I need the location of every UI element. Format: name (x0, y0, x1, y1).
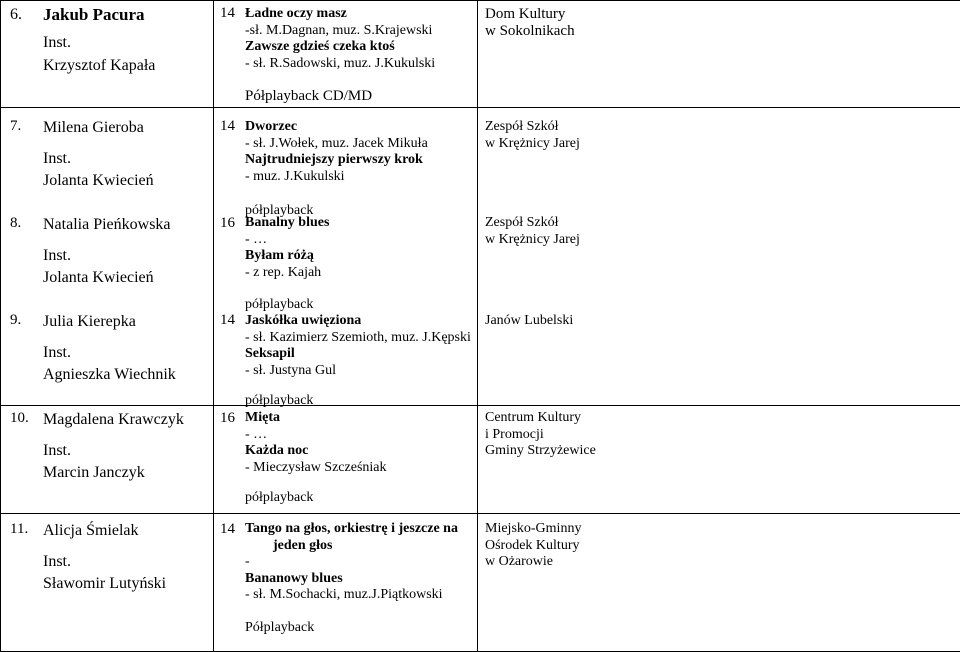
institution-line: Zespół Szkół (485, 215, 559, 230)
duration: 14 (220, 118, 235, 134)
instructor-name: Krzysztof Kapała (43, 57, 156, 74)
repertoire (245, 119, 428, 220)
participant (43, 312, 176, 384)
instructor-name: Agnieszka Wiechnik (43, 366, 176, 383)
institution-line: Zespół Szkół (485, 119, 559, 134)
repertoire (245, 313, 471, 410)
playback-type: półplayback (245, 490, 314, 505)
duration: 14 (220, 312, 235, 328)
institution-line: Janów Lubelski (485, 313, 574, 328)
institution-line: w Sokolnikach (485, 23, 575, 39)
participant-name: Jakub Pacura (43, 5, 145, 24)
song-title: Banalny blues (245, 215, 330, 230)
instructor-label: Inst. (43, 553, 71, 570)
song-title: Bananowy blues (245, 570, 343, 586)
duration: 14 (220, 5, 235, 21)
playback-type: Półplayback CD/MD (245, 88, 373, 104)
column-divider (477, 1, 478, 652)
repertoire (245, 6, 435, 105)
institution (485, 6, 657, 40)
playback-type: półplayback (245, 203, 314, 218)
song-title: Tango na głos, orkiestrę i jeszcze na (245, 521, 458, 536)
song-title: Byłam różą (245, 248, 314, 263)
song-title: Każda noc (245, 443, 309, 458)
institution (485, 410, 657, 460)
institution-line: i Promocji (485, 426, 544, 442)
repertoire (245, 215, 329, 314)
duration: 14 (220, 521, 235, 537)
instructor-label: Inst. (43, 34, 71, 51)
row-divider (1, 513, 960, 514)
participant-name: Milena Gieroba (43, 119, 144, 136)
instructor-name: Jolanta Kwiecień (43, 172, 154, 189)
participant (43, 118, 154, 190)
institution-line: w Krężnicy Jarej (485, 135, 580, 151)
song-author: - Mieczysław Szcześniak (245, 459, 387, 475)
instructor-name: Jolanta Kwiecień (43, 269, 154, 286)
participant (43, 410, 184, 482)
row-number: 8. (10, 215, 22, 231)
institution (485, 215, 657, 248)
instructor-label: Inst. (43, 442, 71, 459)
institution (485, 119, 657, 152)
participant (43, 215, 171, 287)
row-number: 11. (10, 521, 29, 537)
repertoire (245, 410, 387, 507)
row-number: 9. (10, 312, 22, 328)
instructor-label: Inst. (43, 150, 71, 167)
song-author: - … (245, 426, 268, 442)
song-title-continued: jeden głos (273, 537, 333, 553)
institution-line: w Ożarowie (485, 554, 554, 569)
song-author: - z rep. Kajah (245, 264, 322, 280)
row-divider (1, 405, 960, 406)
song-title: Dworzec (245, 119, 298, 134)
institution-line: Miejsko-Gminny (485, 521, 582, 536)
column-divider (213, 1, 214, 652)
song-title: Zawsze gdzieś czeka ktoś (245, 39, 395, 54)
institution (485, 521, 657, 571)
participant-name: Julia Kierepka (43, 313, 136, 330)
participant-name: Alicja Śmielak (43, 522, 139, 539)
song-author: - sł. Justyna Gul (245, 362, 336, 378)
instructor-label: Inst. (43, 344, 71, 361)
institution-line: Gminy Strzyżewice (485, 443, 596, 458)
institution-line: Ośrodek Kultury (485, 537, 580, 553)
row-number: 6. (10, 6, 22, 23)
instructor-name: Marcin Janczyk (43, 464, 145, 481)
row-divider (1, 107, 960, 108)
song-author: - (245, 554, 250, 569)
participant (43, 5, 155, 75)
repertoire (245, 521, 458, 636)
song-title: Najtrudniejszy pierwszy krok (245, 152, 423, 167)
playback-type: Półplayback (245, 619, 315, 635)
institution (485, 313, 657, 330)
instructor-label: Inst. (43, 247, 71, 264)
playback-type: półplayback (245, 297, 314, 312)
institution-line: w Krężnicy Jarej (485, 231, 580, 247)
song-author: - sł. Kazimierz Szemioth, muz. J.Kępski (245, 329, 471, 345)
duration: 16 (220, 410, 235, 426)
song-title: Seksapil (245, 346, 295, 361)
participant-name: Natalia Pieńkowska (43, 216, 171, 233)
song-author: - sł. R.Sadowski, muz. J.Kukulski (245, 55, 436, 71)
participant-name: Magdalena Krawczyk (43, 411, 184, 428)
song-author: - sł. M.Sochacki, muz.J.Piątkowski (245, 587, 443, 602)
institution-line: Centrum Kultury (485, 410, 582, 425)
participant (43, 521, 166, 593)
row-number: 7. (10, 118, 22, 134)
playback-type: półplayback (245, 393, 314, 408)
song-author: - muz. J.Kukulski (245, 168, 345, 184)
song-title: Jaskółka uwięziona (245, 313, 362, 328)
duration: 16 (220, 215, 235, 231)
institution-line: Dom Kultury (485, 6, 566, 22)
song-title: Ładne oczy masz (245, 6, 347, 21)
song-author: - … (245, 231, 268, 247)
song-title: Mięta (245, 410, 280, 425)
song-author: - sł. J.Wołek, muz. Jacek Mikuła (245, 135, 428, 151)
row-number: 10. (10, 410, 29, 426)
instructor-name: Sławomir Lutyński (43, 575, 167, 592)
song-author: -sł. M.Dagnan, muz. S.Krajewski (245, 22, 433, 38)
